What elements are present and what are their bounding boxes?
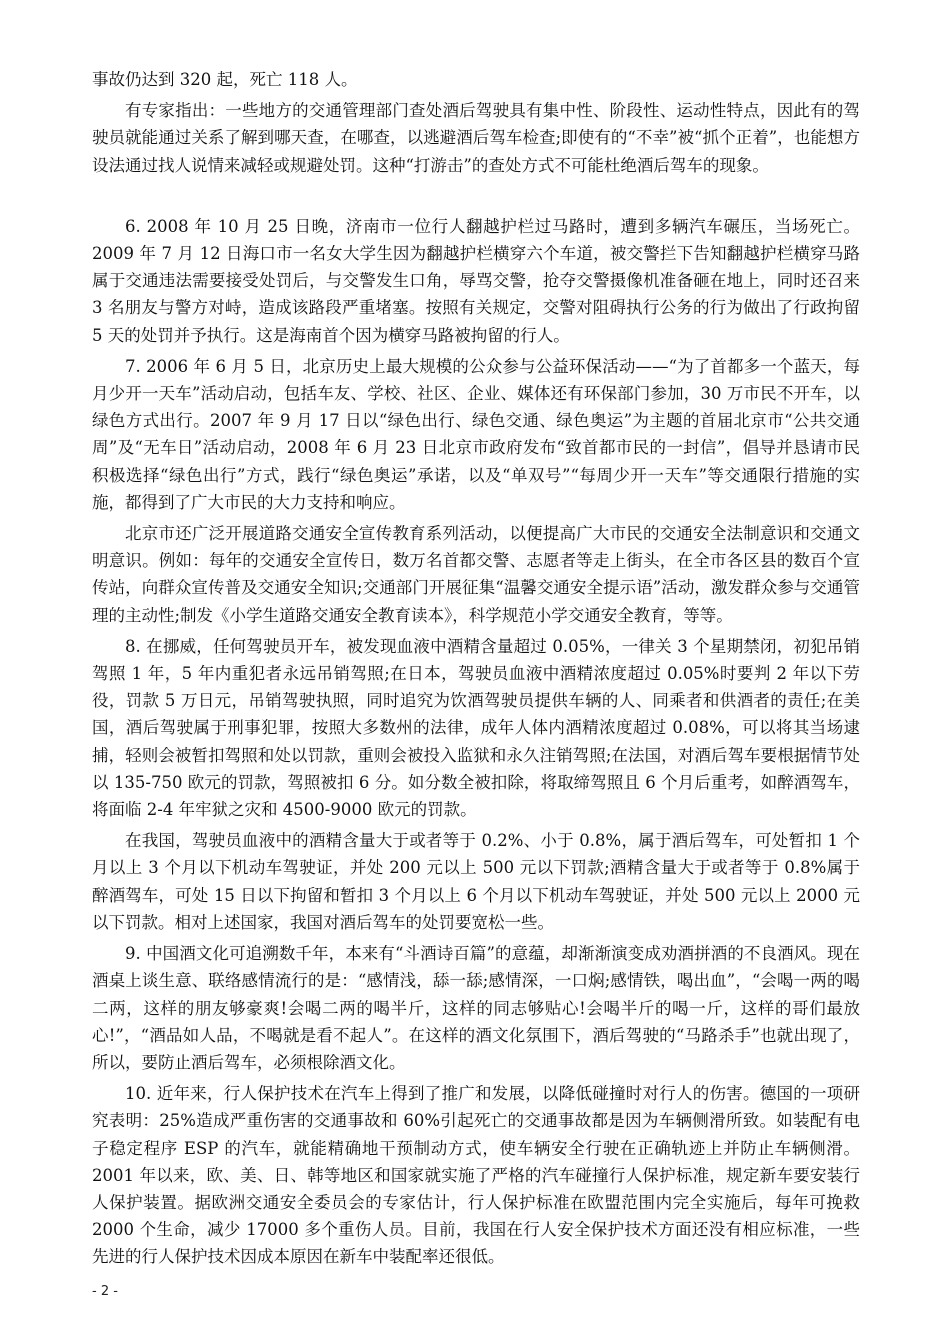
paragraph-china-penalties: 在我国，驾驶员血液中的酒精含量大于或者等于 0.2%、小于 0.8%，属于酒后驾车，可处暂扣 1 个月以上 3 个月以下机动车驾驶证，并处 200 元以上 500 元以下罚款;酒精含量大于或者等于 0.8%属于醉酒驾车，可处 15 日以下拘留和暂扣 3 个月以上 6 个月以下机动车驾驶证，并处 500 元以上 2000 元以下罚款。相对上述国家，我国对酒后驾车的处罚要宽松一些。 [92, 831, 860, 932]
paragraph-item-10: 10. 近年来，行人保护技术在汽车上得到了推广和发展，以降低碰撞时对行人的伤害。德国的一项研究表明：25%造成严重伤害的交通事故和 60%引起死亡的交通事故都是因为车辆侧滑所致。如装配有电子稳定程序 ESP 的汽车，就能精确地干预制动方式，使车辆安全行驶在正确轨迹上并防止车辆侧滑。2001 年以来，欧、美、日、韩等地区和国家就实施了严格的汽车碰撞行人保护标准，规定新车要安装行人保护装置。据欧洲交通安全委员会的专家估计，行人保护标准在欧盟范围内完全实施后，每年可挽救 2000 个生命，减少 17000 多个重伤人员。目前，我国在行人安全保护技术方面还没有相应标准，一些先进的行人保护技术因成本原因在新车中装配率还很低。 [92, 1084, 860, 1267]
paragraph-item-7: 7. 2006 年 6 月 5 日，北京历史上最大规模的公众参与公益环保活动——“为了首都多一个蓝天，每月少开一天车”活动启动，包括车友、学校、社区、企业、媒体还有环保部门参加，30 万市民不开车，以绿色方式出行。2007 年 9 月 17 日以“绿色出行、绿色交通、绿色奥运”为主题的首届北京市“公共交通周”及“无车日”活动启动，2008 年 6 月 23 日北京市政府发布“致首都市民的一封信”，倡导并恳请市民积极选择“绿色出行”方式，践行“绿色奥运”承诺，以及“单双号”“每周少开一天车”等交通限行措施的实施，都得到了广大市民的大力支持和响应。 [92, 356, 860, 512]
paragraph-item-9: 9. 中国酒文化可追溯数千年，本来有“斗酒诗百篇”的意蕴，却渐渐演变成劝酒拼酒的不良酒风。现在酒桌上谈生意、联络感情流行的是：“感情浅，舔一舔;感情深，一口焖;感情铁，喝出血”，“会喝一两的喝二两，这样的朋友够豪爽!会喝二两的喝半斤，这样的同志够贴心!会喝半斤的喝一斤，这样的哥们最放心!”，“酒品如人品，不喝就是看不起人”。在这样的酒文化氛围下，酒后驾驶的“马路杀手”也就出现了，所以，要防止酒后驾车，必须根除酒文化。 [92, 944, 860, 1072]
paragraph-beijing-campaign: 北京市还广泛开展道路交通安全宣传教育系列活动，以便提高广大市民的交通安全法制意识和交通文明意识。例如：每年的交通安全宣传日，数万名首都交警、志愿者等走上街头，在全市各区县的数百个宣传站，向群众宣传普及交通安全知识;交通部门开展征集“温馨交通安全提示语”活动，激发群众参与交通管理的主动性;制发《小学生道路交通安全教育读本》，科学规范小学交通安全教育，等等。 [92, 524, 860, 625]
paragraph-expert-opinion: 有专家指出：一些地方的交通管理部门查处酒后驾驶具有集中性、阶段性、运动性特点，因此有的驾驶员就能通过关系了解到哪天查，在哪查，以逃避酒后驾车检查;即使有的“不幸”被“抓个正着”，也能想方设法通过找人说情来减轻或规避处罚。这种“打游击”的查处方式不可能杜绝酒后驾车的现象。 [92, 101, 860, 175]
paragraph-item-6: 6. 2008 年 10 月 25 日晚，济南市一位行人翻越护栏过马路时，遭到多辆汽车碾压，当场死亡。2009 年 7 月 12 日海口市一名女大学生因为翻越护栏横穿六个车道，被交警拦下告知翻越护栏横穿马路属于交通违法需要接受处罚后，与交警发生口角，辱骂交警，抢夺交警摄像机准备砸在地上，同时还召来 3 名朋友与警方对峙，造成该路段严重堵塞。按照有关规定，交警对阻碍执行公务的行为做出了行政拘留 5 天的处罚并予执行。这是海南首个因为横穿马路被拘留的行人。 [92, 216, 860, 345]
paragraph-gap [92, 183, 860, 213]
document-body [92, 66, 860, 1275]
paragraph-item-8: 8. 在挪威，任何驾驶员开车，被发现血液中酒精含量超过 0.05%，一律关 3 个星期禁闭，初犯吊销驾照 1 年，5 年内重犯者永远吊销驾照;在日本，驾驶员血液中酒精浓度超过 0.05%时要判 2 年以下劳役，罚款 5 万日元，吊销驾驶执照，同时追究为饮酒驾驶员提供车辆的人、同乘者和供酒者的责任;在美国，酒后驾驶属于刑事犯罪，按照大多数州的法律，成年人体内酒精浓度超过 0.08%，可以将其当场逮捕，轻则会被暂扣驾照和处以罚款，重则会被投入监狱和永久注销驾照;在法国，对酒后驾车要根据情节处以 135-750 欧元的罚款，驾照被扣 6 分。如分数全被扣除，将取缔驾照且 6 个月后重考，如醉酒驾车，将面临 2-4 年牢狱之灾和 4500-9000 欧元的罚款。 [92, 636, 860, 820]
paragraph-accident-stats: 事故仍达到 320 起，死亡 118 人。 [92, 70, 358, 89]
page-number: - 2 - [92, 1284, 118, 1299]
